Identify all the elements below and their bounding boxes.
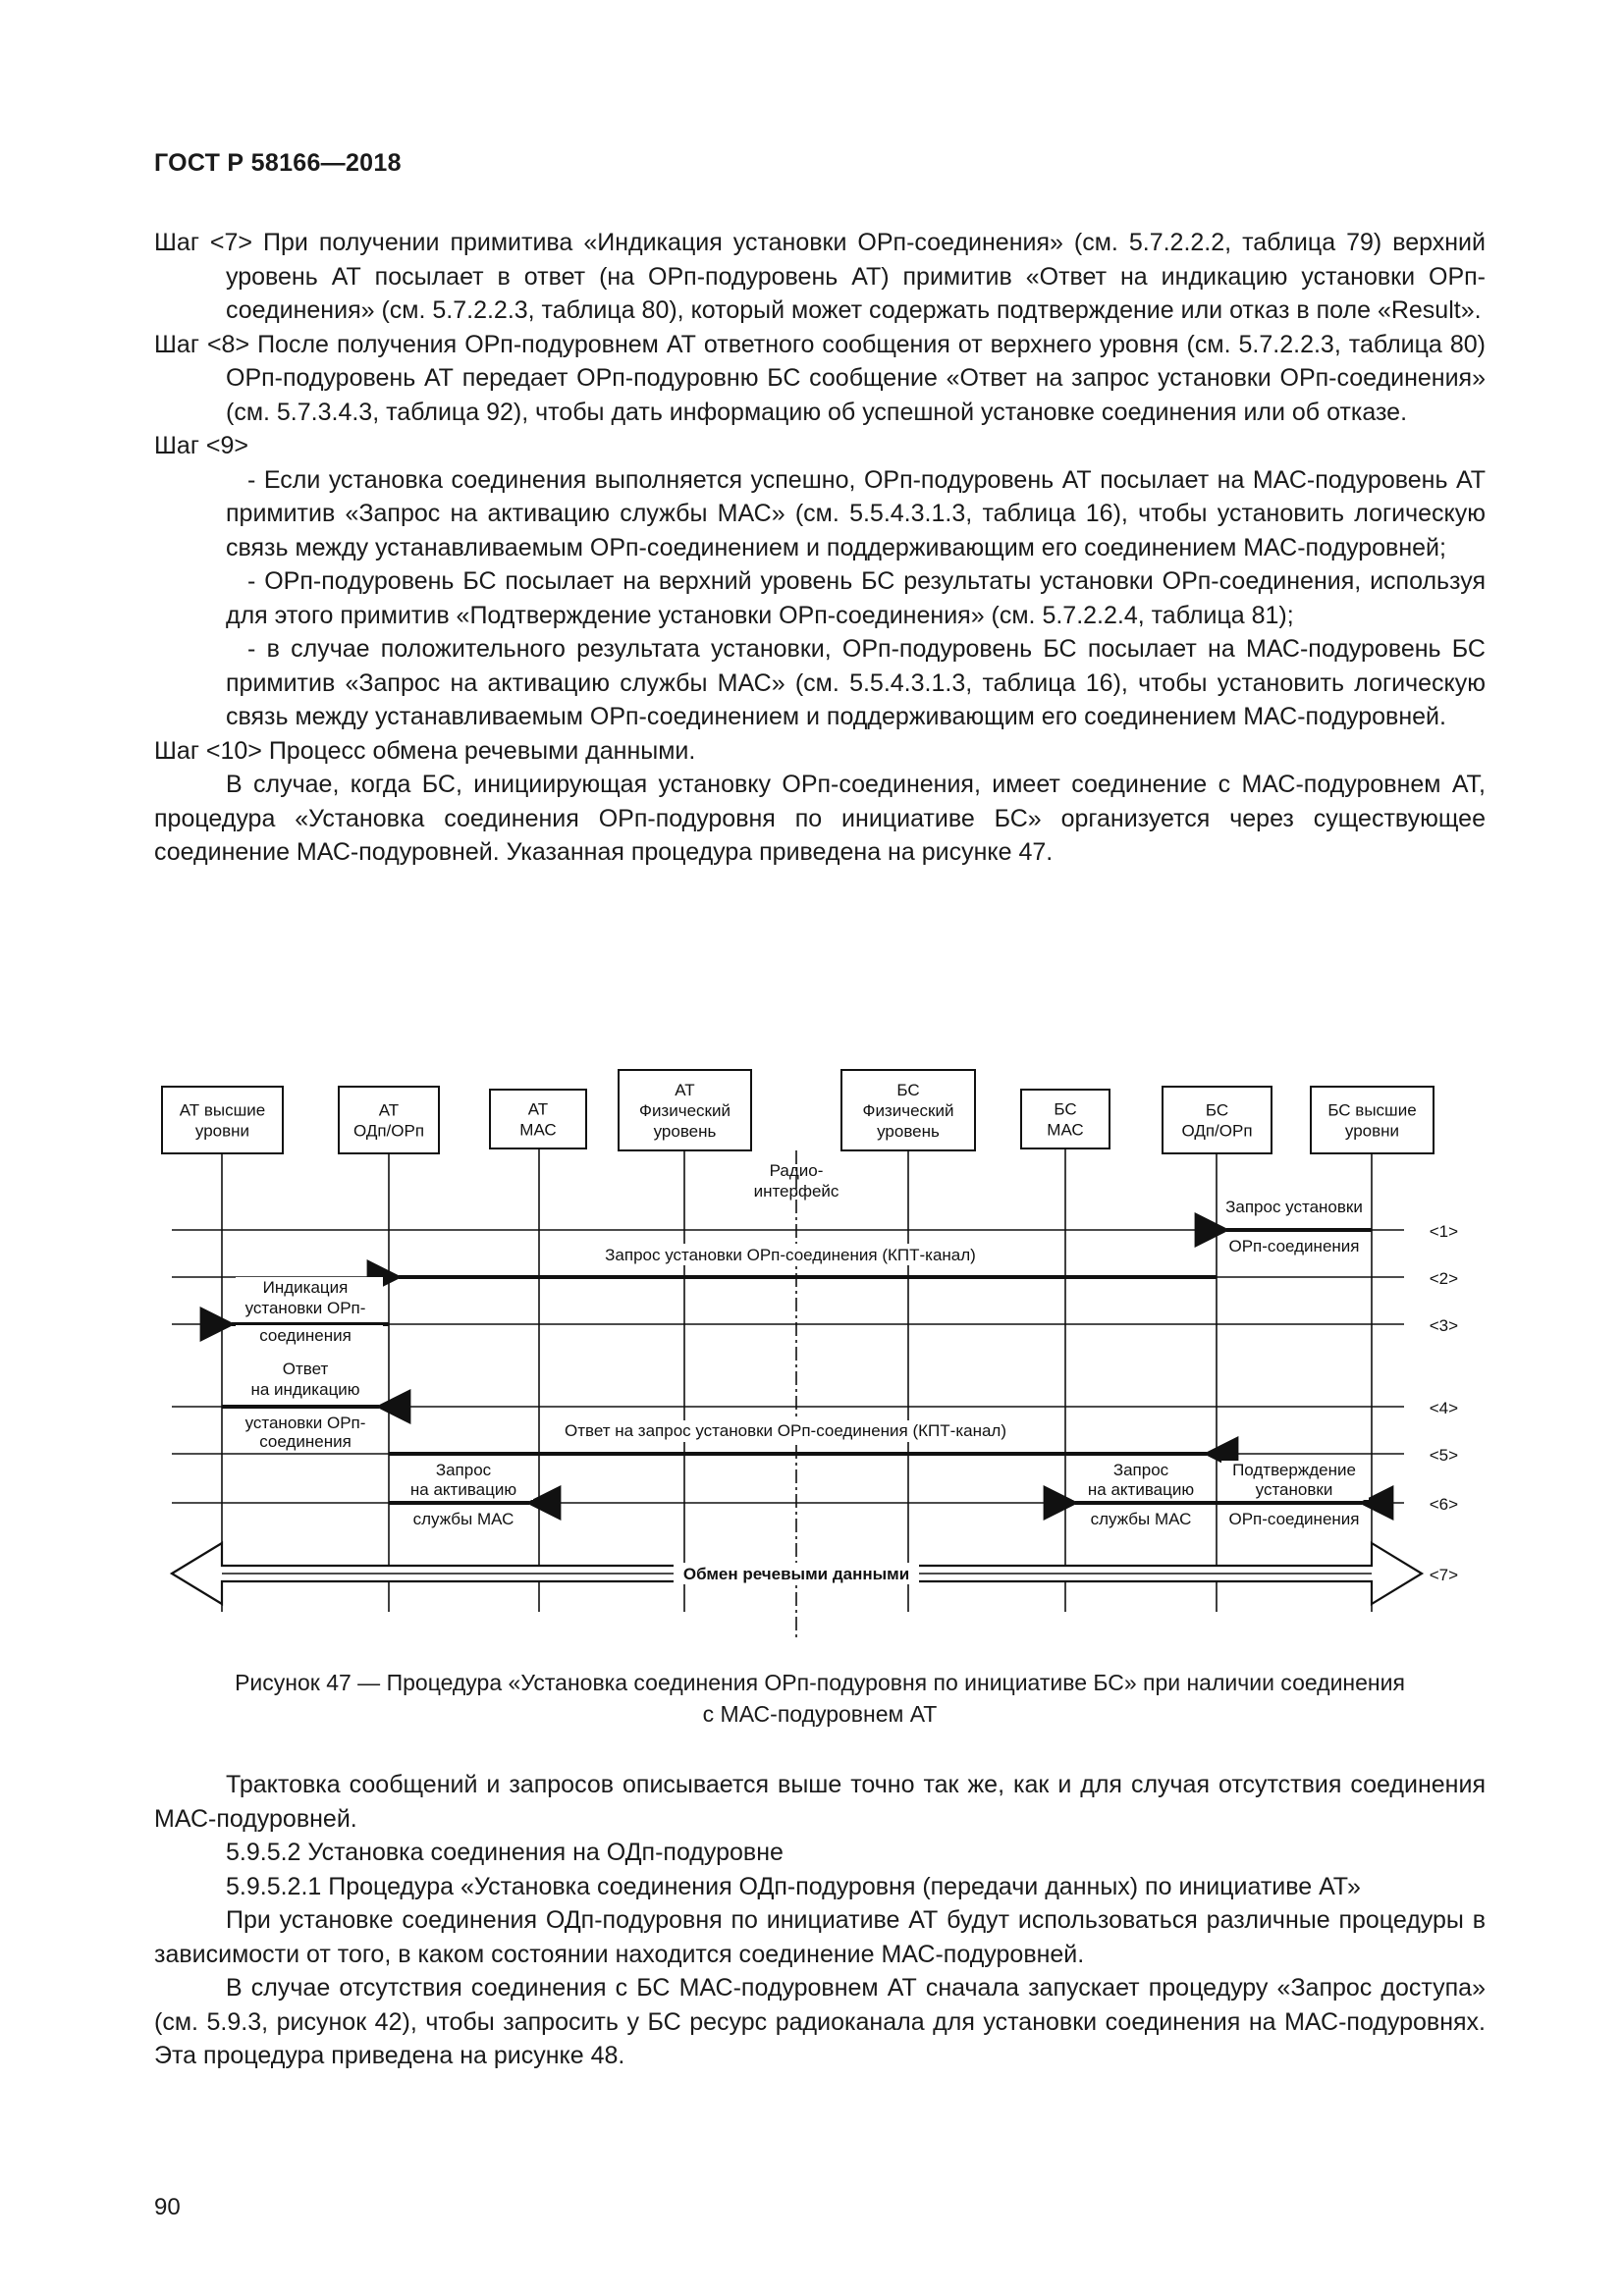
entity-label: уровень (877, 1122, 940, 1141)
odp-procedure-paragraph: При установке соединения ОДп-подуровня по инициативе АТ будут использоваться различные процедуры в зависимости от того, в каком состоянии находится соединение МАС-подуровней. (154, 1906, 1486, 1968)
message-label-6a: Запрос (435, 1461, 492, 1479)
intro-paragraph: В случае, когда БС, инициирующая установку ОРп-соединения, имеет соединение с МАС-подуровнем АТ, процедура «Установка соединения ОРп-подуровня по инициативе БС» организуется через существующее соединение МАС-подуровней. Указанная процедура приведена на рисунке 47. (154, 771, 1486, 866)
sequence-diagram (157, 1062, 1473, 1651)
message-label-1: ОРп-соединения (1228, 1237, 1360, 1255)
step-label: <5> (1429, 1446, 1458, 1465)
entity-label: БС (1054, 1099, 1077, 1119)
entity-label: ОДп/ОРп (352, 1121, 425, 1141)
step-label: <4> (1429, 1399, 1458, 1417)
section-heading-5-9-5-2: 5.9.5.2 Установка соединения на ОДп-подуровне (226, 1839, 784, 1866)
interpretation-paragraph: Трактовка сообщений и запросов описывается выше точно так же, как и для случая отсутствия соединения МАС-подуровней. (154, 1771, 1486, 1833)
entity-label: уровни (194, 1121, 250, 1141)
message-label-4: соединения (259, 1432, 352, 1451)
entity-label: АТ (378, 1100, 400, 1120)
entity-label: БС (1205, 1100, 1229, 1120)
entity-box (339, 1087, 439, 1153)
step-9-item-2: - ОРп-подуровень БС посылает на верхний уровень БС результаты установки ОРп-соединения, используя для этого примитив «Подтверждение установки ОРп-соединения» (см. 5.7.2.2.4, таблица 81); (226, 567, 1486, 629)
message-label-6a: службы МАС (412, 1510, 514, 1528)
body-bottom (154, 1768, 1486, 2073)
radio-interface-label: интерфейс (753, 1182, 839, 1201)
entity-label: Физический (862, 1101, 954, 1120)
entity-label: уровни (1344, 1121, 1400, 1141)
step-9-item-1: - Если установка соединения выполняется успешно, ОРп-подуровень АТ посылает на МАС-подуровень АТ примитив «Запрос на активацию службы МАС» (см. 5.5.4.3.1.3, таблица 16), чтобы установить логическую связь между устанавливаемым ОРп-соединением и поддерживающим его соединением МАС-подуровней; (226, 465, 1486, 561)
entity-box (490, 1090, 586, 1148)
entity-box (1163, 1087, 1272, 1153)
step-9-item-3: - в случае положительного результата установки, ОРп-подуровень БС посылает на МАС-подуровень БС примитив «Запрос на активацию службы МАС» (см. 5.5.4.3.1.3, таблица 16), чтобы установить логическую связь между устанавливаемым ОРп-соединением и поддерживающим его соединением МАС-подуровней. (226, 635, 1486, 730)
document-header: ГОСТ Р 58166—2018 (154, 149, 402, 177)
message-label-3: соединения (259, 1326, 352, 1345)
section-heading-5-9-5-2-1: 5.9.5.2.1 Процедура «Установка соединения ОДп-подуровня (передачи данных) по инициативе АТ» (226, 1872, 1361, 1900)
entity-label: ОДп/ОРп (1181, 1121, 1253, 1141)
message-label-3: установки ОРп- (244, 1299, 366, 1317)
body-top (154, 226, 1486, 870)
step-label: <2> (1429, 1269, 1458, 1288)
step-8-paragraph: Шаг <8> После получения ОРп-подуровнем АТ ответного сообщения от верхнего уровня (см. 5.7.2.2.3, таблица 80) ОРп-подуровень АТ передает ОРп-подуровню БС сообщение «Ответ на запрос установки ОРп-соединения» (см. 5.7.3.4.3, таблица 92), чтобы дать информацию об успешной установке соединения или об отказе. (154, 330, 1486, 426)
step-labels (1430, 1222, 1458, 1584)
message-label-6b: службы МАС (1090, 1510, 1192, 1528)
message-label-6b: Запрос (1112, 1461, 1169, 1479)
step-label: <7> (1429, 1566, 1458, 1584)
message-label-2: Запрос установки ОРп-соединения (КПТ-канал) (605, 1246, 976, 1264)
entity-label: Физический (639, 1101, 731, 1120)
entity-label: БС высшие (1327, 1100, 1417, 1120)
entity-box (1021, 1090, 1110, 1148)
step-label: <6> (1429, 1495, 1458, 1514)
radio-interface-label: Радио- (769, 1161, 824, 1180)
step-9-title: Шаг <9> (154, 432, 248, 459)
message-label-6b: на активацию (1087, 1480, 1195, 1499)
entity-box (162, 1087, 283, 1153)
sequence-diagram-svg (157, 1062, 1473, 1646)
message-label-3: Индикация (262, 1278, 349, 1297)
step-label: <1> (1429, 1222, 1458, 1241)
figure-caption-line-1: Рисунок 47 — Процедура «Установка соединения ОРп-подуровня по инициативе БС» при наличии соединения (235, 1670, 1405, 1695)
message-label-5: Ответ на запрос установки ОРп-соединения (КПТ-канал) (564, 1421, 1007, 1440)
entity-boxes (162, 1070, 1434, 1153)
step-10-paragraph: Шаг <10> Процесс обмена речевыми данными. (154, 736, 696, 765)
entity-label: АТ (675, 1081, 695, 1099)
message-label-7: Обмен речевыми данными (682, 1565, 910, 1583)
message-label-6c: ОРп-соединения (1228, 1510, 1360, 1528)
figure-caption-line-2: с МАС-подуровнем АТ (702, 1701, 938, 1727)
message-label-4: Ответ (282, 1360, 329, 1378)
entity-box (1311, 1087, 1434, 1153)
message-label-4: установки ОРп- (244, 1414, 366, 1432)
entity-label: АТ (527, 1099, 549, 1119)
message-label-6c: Подтверждение (1232, 1461, 1356, 1479)
entity-label: уровень (653, 1122, 717, 1141)
entity-label: АТ высшие (179, 1100, 266, 1120)
access-request-paragraph: В случае отсутствия соединения с БС МАС-подуровнем АТ сначала запускает процедуру «Запрос доступа» (см. 5.9.3, рисунок 42), чтобы запросить у БС ресурс радиоканала для установки соединения на МАС-подуровнях. Эта процедура приведена на рисунке 48. (154, 1974, 1486, 2069)
step-7-paragraph: Шаг <7> При получении примитива «Индикация установки ОРп-соединения» (см. 5.7.2.2.2, таблица 79) верхний уровень АТ посылает в ответ (на ОРп-подуровень АТ) примитив «Ответ на индикацию установки ОРп-соединения» (см. 5.7.2.2.3, таблица 80), который может содержать подтверждение или отказ в поле «Result». (154, 229, 1486, 324)
entity-label: БС (896, 1081, 920, 1099)
figure-caption (154, 1667, 1486, 1730)
entity-label: МАС (1047, 1120, 1084, 1140)
entity-label: МАС (519, 1120, 557, 1140)
step-label: <3> (1429, 1316, 1458, 1335)
message-label-6a: на активацию (409, 1480, 517, 1499)
message-label-4: на индикацию (250, 1380, 360, 1399)
page-number: 90 (154, 2194, 181, 2220)
message-label-6c: установки (1255, 1480, 1333, 1499)
message-label-1: Запрос установки (1225, 1198, 1363, 1216)
